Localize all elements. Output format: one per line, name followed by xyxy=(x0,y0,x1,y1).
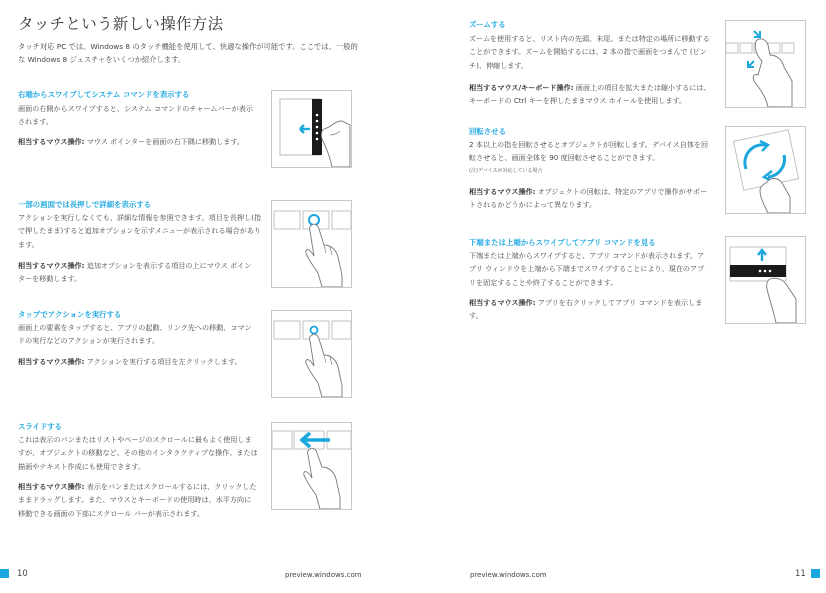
swipe-bottom-edge-icon xyxy=(726,237,805,323)
section-title-rotate: 回転させる xyxy=(469,127,506,136)
mouse-label: 相当するマウス操作: xyxy=(469,298,536,307)
page-number-left: 10 xyxy=(17,569,28,579)
rotate-icon xyxy=(726,127,805,213)
swipe-right-edge-illustration xyxy=(271,90,352,168)
section-title-tap: タップでアクションを実行する xyxy=(18,310,122,319)
section-body-zoom: ズームを使用すると、リスト内の先頭、末尾、または特定の場所に移動することができます。ズームを開始するには、2 本の指で画面をつまんで (ピンチ)、伸縮します。 xyxy=(469,34,710,70)
zoom-pinch-icon xyxy=(726,21,805,107)
page-title: タッチという新しい操作方法 xyxy=(18,15,224,33)
section-title-zoom: ズームする xyxy=(469,20,506,29)
zoom-illustration xyxy=(725,20,806,108)
mouse-label: 相当するマウス操作: xyxy=(18,357,85,366)
mouse-text: 追加オプションを表示する項目の上にマウス ポインターを移動します。 xyxy=(18,261,252,284)
mouse-label: 相当するマウス/キーボード操作: xyxy=(469,83,574,92)
page-marker-left xyxy=(0,569,9,578)
mouse-label: 相当するマウス操作: xyxy=(18,137,85,146)
section-body-slide: これは表示のパンまたはリストやページのスクロールに最もよく使用しますが、オブジェクトの移動など、その他のインタラクティブな操作、または描画やテキスト作成にも使用できます。 xyxy=(18,435,258,471)
mouse-text: オブジェクトの回転は、特定のアプリで操作がサポートされるかどうかによって異なります。 xyxy=(469,187,708,210)
mouse-text: アクションを実行する項目を左クリックします。 xyxy=(86,357,242,366)
mouse-text: 表示をパンまたはスクロールするには、クリックしたままドラッグします。また、マウスとキーボードの使用時は、水平方向に移動できる画面の下部にスクロール バーが表示されます。 xyxy=(18,482,257,518)
footer-url-right: preview.windows.com xyxy=(470,571,547,579)
mouse-label: 相当するマウス操作: xyxy=(18,482,85,491)
section-title-swipe-bottom: 下端または上端からスワイプしてアプリ コマンドを見る xyxy=(469,238,656,247)
mouse-text: マウス ポインターを画面の右下隅に移動します。 xyxy=(86,137,244,146)
mouse-text: 画面上の項目を拡大または縮小するには、キーボードの Ctrl キーを押したままマウス ホイールを使用します。 xyxy=(469,83,711,106)
press-hold-icon xyxy=(272,201,351,287)
mouse-equivalent xyxy=(18,355,268,368)
slide-icon xyxy=(272,423,351,509)
section-body-press-hold: アクションを実行しなくても、詳細な情報を参照できます。項目を長押し(指で押したまま)すると追加オプションを示すメニューが表示される場合があります。 xyxy=(18,213,262,249)
mouse-text: アプリを右クリックしてアプリ コマンドを表示します。 xyxy=(469,298,703,321)
slide-illustration xyxy=(271,422,352,510)
mouse-equivalent xyxy=(469,185,709,212)
tap-illustration xyxy=(271,310,352,398)
mouse-equivalent xyxy=(469,81,711,108)
footer-url-left: preview.windows.com xyxy=(285,571,362,579)
swipe-right-edge-icon xyxy=(272,91,351,167)
intro-text: タッチ対応 PC では、Windows 8 のタッチ機能を使用して、快適な操作が可能です。ここでは、一般的な Windows 8 ジェスチャをいくつか紹介します。 xyxy=(18,42,358,64)
page-marker-right xyxy=(811,569,820,578)
page-number-right: 11 xyxy=(795,569,806,579)
mouse-equivalent xyxy=(18,135,268,148)
mouse-equivalent xyxy=(18,480,258,520)
section-body-swipe-right: 画面の右側からスワイプすると、システム コマンドのチャームバーが表示されます。 xyxy=(18,104,253,127)
section-title-slide: スライドする xyxy=(18,422,62,431)
section-body-rotate: 2 本以上の指を回転させるとオブジェクトが回転します。デバイス自体を回転させると、画面全体を 90 度回転させることができます。 xyxy=(469,140,709,163)
mouse-equivalent xyxy=(18,259,258,286)
swipe-bottom-illustration xyxy=(725,236,806,324)
section-body-swipe-bottom: 下端または上端からスワイプすると、アプリ コマンドが表示されます。アプリ ウィンドウを上端から下端までスワイプすることにより、現在のアプリを固定することや終了することができます。 xyxy=(469,251,705,287)
mouse-equivalent xyxy=(469,296,709,323)
mouse-label: 相当するマウス操作: xyxy=(18,261,85,270)
tap-icon xyxy=(272,311,351,397)
rotate-illustration xyxy=(725,126,806,214)
press-hold-illustration xyxy=(271,200,352,288)
section-body-tap: 画面上の要素をタップすると、アプリの起動、リンク先への移動、コマンドの実行などのアクションが実行されます。 xyxy=(18,323,252,346)
rotate-note: (注)デバイスが対応している場合 xyxy=(469,168,543,174)
section-title-swipe-right: 右端からスワイプしてシステム コマンドを表示する xyxy=(18,90,190,99)
section-title-press-hold: 一部の画面では長押しで詳細を表示する xyxy=(18,200,152,209)
mouse-label: 相当するマウス操作: xyxy=(469,187,536,196)
